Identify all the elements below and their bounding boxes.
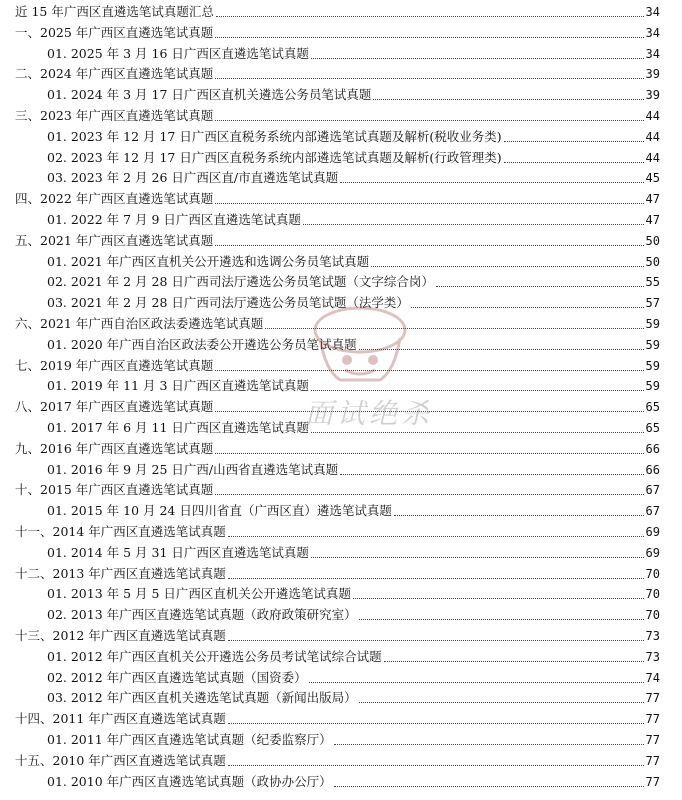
toc-page-number: 44 <box>645 150 660 165</box>
toc-entry-sub[interactable] <box>0 543 682 564</box>
toc-entry-label: 三、2023 年广西区直遴选笔试真题 <box>15 108 214 123</box>
toc-page-number: 66 <box>645 441 660 456</box>
toc-entry-label: 01. 2022 年 7 月 9 日广西区直遴选笔试真题 <box>47 212 301 227</box>
toc-leader-dots <box>215 120 644 121</box>
toc-entry-label: 十五、2010 年广西区直遴选笔试真题 <box>15 752 226 768</box>
toc-entry-label: 01. 2025 年 3 月 16 日广西区直遴选笔试真题 <box>47 45 309 61</box>
toc-entry-label: 五、2021 年广西区直遴选笔试真题 <box>15 232 214 248</box>
toc-page-number: 73 <box>645 649 660 664</box>
toc-leader-dots <box>303 224 644 225</box>
toc-entry-label: 02. 2023 年 12 月 17 日广西区直税务系统内部遴选笔试真题及解析(行政管理类) <box>47 149 502 165</box>
toc-entry-sub[interactable] <box>0 418 682 439</box>
toc-page-number: 77 <box>645 691 660 706</box>
toc-leader-dots <box>215 37 644 38</box>
toc-entry-label: 01. 2023 年 12 月 17 日广西区直税务系统内部遴选笔试真题及解析(税收业务类) <box>47 128 502 144</box>
toc-page-number: 70 <box>645 608 660 623</box>
toc-entry-label: 近 15 年广西区直遴选笔试真题汇总 <box>15 4 214 19</box>
toc-entry-section[interactable] <box>0 522 682 543</box>
toc-page-number: 59 <box>645 317 660 331</box>
toc-entry-sub[interactable] <box>0 44 682 65</box>
toc-leader-dots <box>411 307 644 308</box>
toc-leader-dots <box>215 203 644 204</box>
toc-entry-label: 十四、2011 年广西区直遴选笔试真题 <box>15 711 226 727</box>
toc-page-number: 65 <box>645 421 660 435</box>
toc-entry-label: 01. 2012 年广西区直机关公开遴选公务员考试笔试综合试题 <box>47 648 382 664</box>
toc-entry-label: 二、2024 年广西区直遴选笔试真题 <box>15 66 214 82</box>
toc-page-number: 55 <box>645 275 660 290</box>
toc-page-number: 65 <box>645 400 660 415</box>
toc-page-number: 77 <box>645 733 660 747</box>
toc-entry-section[interactable] <box>0 356 682 377</box>
toc-entry-section[interactable] <box>0 231 682 252</box>
toc-entry-sub[interactable] <box>0 647 682 668</box>
toc-entry-label: 四、2022 年广西区直遴选笔试真题 <box>15 191 214 207</box>
toc-entry-label: 十、2015 年广西区直遴选笔试真题 <box>15 482 214 498</box>
toc-page-number: 70 <box>645 587 660 602</box>
toc-leader-dots <box>384 661 644 662</box>
toc-leader-dots <box>504 141 644 142</box>
toc-page-number: 34 <box>645 25 660 40</box>
toc-page-number: 73 <box>645 629 660 643</box>
toc-page-number: 77 <box>645 753 660 768</box>
toc-leader-dots <box>334 786 644 787</box>
toc-entry-sub[interactable] <box>0 605 682 626</box>
watermark-text: 面试绝杀 <box>305 397 434 430</box>
toc-leader-dots <box>311 557 644 558</box>
toc-leader-dots <box>340 474 644 475</box>
toc-page-number: 77 <box>645 712 660 727</box>
toc-entry-label: 02. 2012 年广西区直遴选笔试真题（国资委） <box>47 669 307 685</box>
toc-entry-label: 03. 2012 年广西区直机关遴选笔试真题（新闻出版局） <box>47 690 357 706</box>
toc-leader-dots <box>394 515 644 516</box>
toc-page-number: 77 <box>645 774 660 789</box>
toc-page-number: 69 <box>645 525 660 539</box>
toc-entry-label: 01. 2016 年 9 月 25 日广西/山西省直遴选笔试真题 <box>47 461 339 477</box>
toc-leader-dots <box>334 744 644 745</box>
toc-leader-dots <box>309 682 644 683</box>
toc-entry-label: 01. 2017 年 6 月 11 日广西区直遴选笔试真题 <box>47 420 309 435</box>
toc-page-number: 50 <box>645 254 660 269</box>
toc-entry-section[interactable] <box>0 106 682 127</box>
toc-page-number: 59 <box>645 379 660 394</box>
toc-entry-label: 01. 2019 年 11 月 3 日广西区直遴选笔试真题 <box>47 378 309 394</box>
toc-entry-sub[interactable] <box>0 501 682 522</box>
toc-leader-dots <box>215 494 644 495</box>
toc-entry-label: 01. 2021 年广西区直机关公开遴选和选调公务员笔试真题 <box>47 253 370 269</box>
toc-entry-sub[interactable] <box>0 335 682 356</box>
toc-entry-label: 01. 2020 年广西自治区政法委公开遴选公务员笔试真题 <box>47 336 357 352</box>
toc-entry-label: 01. 2015 年 10 月 24 日四川省直（广西区直）遴选笔试真题 <box>47 503 392 519</box>
toc-entry-label: 02. 2013 年广西区直遴选笔试真题（政府政策研究室） <box>47 607 357 623</box>
toc-entry-sub[interactable] <box>0 688 682 709</box>
toc-entry-label: 01. 2013 年 5 月 5 日广西区直机关公开遴选笔试真题 <box>47 586 351 602</box>
toc-entry-sub[interactable] <box>0 85 682 106</box>
toc-entry-sub[interactable] <box>0 148 682 169</box>
toc-entry-sub[interactable] <box>0 272 682 293</box>
toc-entry-section[interactable] <box>0 709 682 730</box>
toc-entry-label: 一、2025 年广西区直遴选笔试真题 <box>15 24 214 40</box>
toc-leader-dots <box>228 578 644 579</box>
toc-entry-section[interactable] <box>0 189 682 210</box>
toc-leader-dots <box>373 99 644 100</box>
toc-page-number: 34 <box>645 46 660 61</box>
toc-leader-dots <box>359 349 644 350</box>
toc-entry-label: 01. 2010 年广西区直遴选笔试真题（政协办公厅） <box>47 773 332 789</box>
toc-leader-dots <box>340 182 644 183</box>
toc-entry-section[interactable] <box>0 314 682 335</box>
toc-leader-dots <box>311 58 644 59</box>
toc-entry-title[interactable] <box>0 2 682 23</box>
toc-entry-sub[interactable] <box>0 127 682 148</box>
toc-page-number: 59 <box>645 337 660 352</box>
toc-entry-sub[interactable] <box>0 376 682 397</box>
toc-entry-label: 02. 2021 年 2 月 28 日广西司法厅遴选公务员笔试题（文字综合岗） <box>47 274 434 290</box>
toc-page-number: 47 <box>645 213 660 227</box>
toc-page-number: 74 <box>645 670 660 685</box>
toc-leader-dots <box>265 328 644 329</box>
toc-page-number: 39 <box>645 67 660 82</box>
toc-entry-sub[interactable] <box>0 730 682 751</box>
toc-entry-label: 十二、2013 年广西区直遴选笔试真题 <box>15 565 226 581</box>
toc-entry-label: 六、2021 年广西自治区政法委遴选笔试真题 <box>15 316 264 331</box>
toc-leader-dots <box>215 78 644 79</box>
toc-page-number: 44 <box>645 129 660 144</box>
toc-leader-dots <box>504 162 644 163</box>
toc-page-number: 70 <box>645 566 660 581</box>
toc-entry-section[interactable] <box>0 439 682 460</box>
toc-page-number: 47 <box>645 192 660 207</box>
toc-leader-dots <box>371 266 644 267</box>
toc-leader-dots <box>359 702 644 703</box>
toc-leader-dots <box>215 411 644 412</box>
toc-page-number: 44 <box>645 109 660 123</box>
toc-entry-label: 01. 2024 年 3 月 17 日广西区直机关遴选公务员笔试真题 <box>47 87 372 103</box>
toc-entry-label: 01. 2011 年广西区直遴选笔试真题（纪委监察厅） <box>47 732 332 747</box>
toc-page-number: 34 <box>645 5 660 19</box>
toc-entry-label: 十一、2014 年广西区直遴选笔试真题 <box>15 524 226 539</box>
toc-entry-label: 03. 2023 年 2 月 26 日广西区直/市直遴选笔试真题 <box>47 170 339 186</box>
toc-leader-dots <box>228 536 644 537</box>
toc-entry-section[interactable] <box>0 480 682 501</box>
toc-entry-label: 八、2017 年广西区直遴选笔试真题 <box>15 399 214 415</box>
toc-leader-dots <box>215 245 644 246</box>
toc-entry-section[interactable] <box>0 564 682 585</box>
toc-page-number: 50 <box>645 233 660 248</box>
toc-entry-sub[interactable] <box>0 168 682 189</box>
toc-page-number: 67 <box>645 483 660 498</box>
toc-entry-section[interactable] <box>0 64 682 85</box>
toc-leader-dots <box>311 390 644 391</box>
toc-entry-sub[interactable] <box>0 460 682 481</box>
toc-leader-dots <box>228 765 644 766</box>
toc-leader-dots <box>311 432 644 433</box>
toc-entry-label: 01. 2014 年 5 月 31 日广西区直遴选笔试真题 <box>47 544 309 560</box>
toc-entry-sub[interactable] <box>0 668 682 689</box>
toc-page-number: 57 <box>645 296 660 311</box>
toc-page-number: 39 <box>645 88 660 103</box>
toc-page-number: 45 <box>645 171 660 186</box>
toc-entry-section[interactable] <box>0 751 682 772</box>
toc-page-number: 66 <box>645 462 660 477</box>
toc-leader-dots <box>353 598 644 599</box>
toc-entry-sub[interactable] <box>0 584 682 605</box>
toc-entry-section[interactable] <box>0 626 682 647</box>
toc-entry-sub[interactable] <box>0 210 682 231</box>
toc-leader-dots <box>215 453 644 454</box>
toc-entry-label: 03. 2021 年 2 月 28 日广西司法厅遴选公务员笔试题（法学类） <box>47 295 409 311</box>
toc-entry-sub[interactable] <box>0 772 682 793</box>
toc-page-number: 69 <box>645 545 660 560</box>
toc-entry-section[interactable] <box>0 23 682 44</box>
toc-entry-label: 九、2016 年广西区直遴选笔试真题 <box>15 440 214 456</box>
toc-entry-label: 十三、2012 年广西区直遴选笔试真题 <box>15 628 226 643</box>
toc-entry-sub[interactable] <box>0 252 682 273</box>
toc-page-number: 67 <box>645 504 660 519</box>
toc-entry-label: 七、2019 年广西区直遴选笔试真题 <box>15 357 214 373</box>
toc-leader-dots <box>215 370 644 371</box>
toc-leader-dots <box>216 16 644 17</box>
toc-page-number: 59 <box>645 358 660 373</box>
toc-leader-dots <box>359 619 644 620</box>
toc-entry-section[interactable] <box>0 397 682 418</box>
toc-leader-dots <box>228 640 644 641</box>
toc-leader-dots <box>436 286 644 287</box>
toc-entry-sub[interactable] <box>0 293 682 314</box>
toc-leader-dots <box>228 723 644 724</box>
